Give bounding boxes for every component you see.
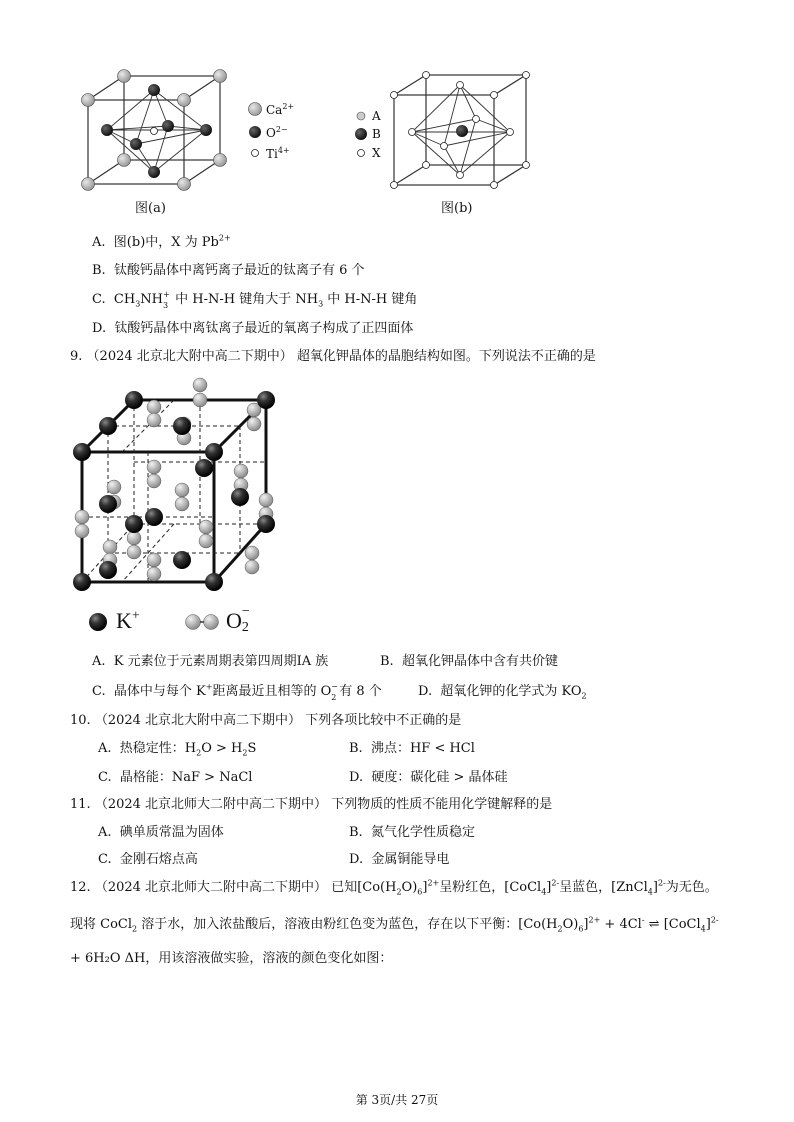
fig-b-legend-b: B — [372, 127, 381, 141]
ko2-legend-o2: O − 2 — [226, 604, 250, 635]
figure-a-perovskite-cell — [70, 62, 300, 222]
q8-option-d: D. 钛酸钙晶体中离钛离子最近的氧离子构成了正四面体 — [92, 321, 414, 336]
q8-option-b: B. 钛酸钙晶体中离钙离子最近的钛离子有 6 个 — [92, 263, 365, 278]
q10-option-c: C. 晶格能：NaF > NaCl — [98, 770, 253, 785]
fig-a-legend-ca: $Ca^{2+}$ — [266, 102, 295, 117]
fig-b-caption: 图(b) — [441, 201, 473, 216]
ko2-legend-k: K+ — [116, 608, 140, 633]
fig-b-legend-a: A — [372, 109, 381, 123]
q8-option-c: C. $CH_3NH$ + 3 中 H-N-H 键角大于 $NH_3$ 中 H-N-H 键角 — [92, 290, 418, 310]
q12-line-2: 现将 CoCl$_2$ 溶于水，加入浓盐酸后，溶液由粉红色变为蓝色，存在以下平衡：$[Co(H_2O)_6]^{2+} + 4Cl^-$ ⇌ [CoCl$_4$]$^{2-}$ — [70, 915, 719, 934]
fig-b-legend-x: X — [372, 146, 381, 160]
q12-line-1: 12. （2024 北京北师大二附中高二下期中） 已知$[Co(H_2O)_6]^{2+}$呈粉红色，[CoCl$_4$]$^{2-}$呈蓝色，[ZnCl$_4$]$^{2-}$为无色。 — [70, 878, 718, 897]
fig-a-caption: 图(a) — [135, 201, 166, 216]
q11-option-a: A. 碘单质常温为固体 — [98, 825, 224, 840]
q10-option-a: A. 热稳定性：$H_2O > H_2S$ — [98, 741, 257, 758]
q8-option-a: A. 图(b)中，X 为 $Pb^{2+}$ — [92, 233, 231, 250]
page-footer: 第 3页/共 27页 — [355, 1093, 439, 1107]
q11-stem: 11. （2024 北京北师大二附中高二下期中） 下列物质的性质不能用化学键解释的是 — [70, 797, 553, 812]
q11-option-d: D. 金属铜能导电 — [349, 852, 450, 867]
q9-option-a: A. K 元素位于元素周期表第四周期ⅠA 族 — [92, 654, 329, 669]
q9-stem: 9. （2024 北京北大附中高二下期中） 超氧化钾晶体的晶胞结构如图。下列说法不正确的是 — [70, 349, 596, 364]
figure-ko2-cell — [66, 372, 296, 642]
q10-stem: 10. （2024 北京北大附中高二下期中） 下列各项比较中不正确的是 — [70, 713, 462, 728]
q11-option-c: C. 金刚石熔点高 — [98, 852, 198, 867]
q10-option-b: B. 沸点：HF < HCl — [349, 741, 475, 756]
q11-option-b: B. 氮气化学性质稳定 — [349, 825, 475, 840]
q9-option-d: D. 超氧化钾的化学式为 $KO_2$ — [418, 684, 587, 701]
q9-option-c: C. 晶体中与每个 K+距离最近且相等的 O − 2 有 8 个 — [92, 682, 382, 702]
q12-line-3: + 6H₂O ΔH，用该溶液做实验，溶液的颜色变化如图： — [70, 951, 393, 966]
q10-option-d: D. 硬度：碳化硅 > 晶体硅 — [349, 770, 508, 785]
fig-a-legend-o: $O^{2-}$ — [266, 125, 288, 140]
q9-option-b: B. 超氧化钾晶体中含有共价键 — [380, 654, 558, 669]
fig-a-legend-ti: $Ti^{4+}$ — [266, 146, 290, 161]
